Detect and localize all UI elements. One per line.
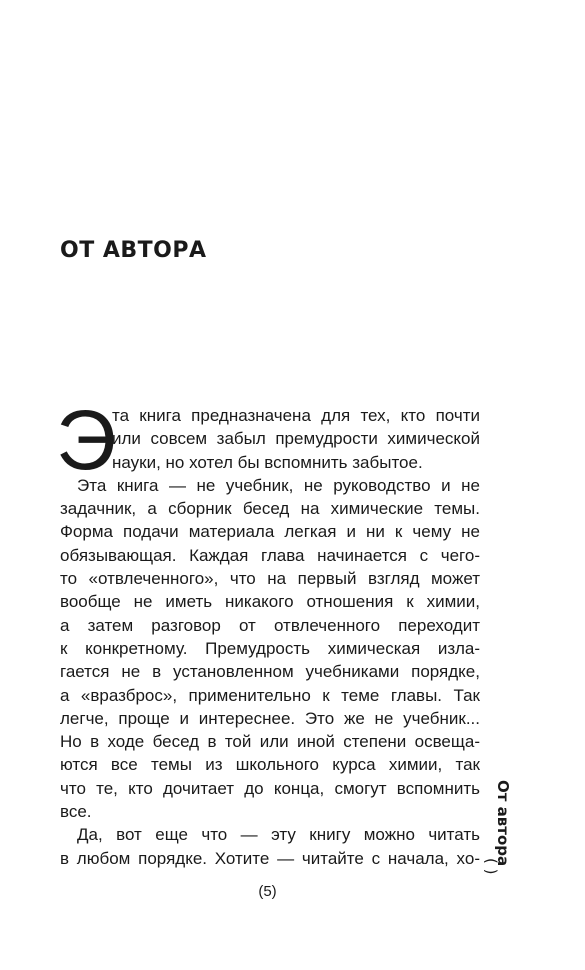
text-line: все.: [60, 802, 92, 822]
text-line: а затем разговор от отвлеченного переходит: [60, 615, 480, 635]
text-line: Эта книга — не учебник, не руководство и не: [77, 475, 480, 495]
text-line: вообще не иметь никакого отношения к химии,: [60, 592, 480, 612]
text-line: к конкретному. Премудрость химическая изла-: [60, 638, 480, 658]
page-number: (5): [258, 883, 277, 900]
text-line: то «отвлеченного», что на первый взгляд может: [60, 569, 480, 589]
text-line: та книга предназначена для тех, кто почти: [112, 406, 480, 425]
text-line: или совсем забыл премудрости химической: [112, 429, 480, 449]
text-line: легче, проще и интереснее. Это же не учебник...: [60, 708, 480, 728]
running-head: От автора: [494, 780, 512, 867]
text-line: науки, но хотел бы вспомнить забытое.: [112, 452, 423, 472]
text-line: а «вразброс», применительно к теме главы. Так: [60, 685, 480, 705]
text-line: что те, кто дочитает до конца, смогут вспомнить: [60, 778, 480, 798]
text-line: Да, вот еще что — эту книгу можно читать: [77, 825, 480, 845]
text-line: в любом порядке. Хотите — читайте с начала, хо-: [60, 848, 480, 868]
body-text: [60, 404, 480, 870]
text-line: Форма подачи материала легкая и ни к чему не: [60, 522, 480, 542]
chapter-title: ОТ АВТОРА: [60, 238, 207, 263]
text-line: Но в ходе бесед в той или иной степени освеща-: [60, 732, 480, 752]
drop-cap-letter: Э: [56, 393, 117, 487]
text-line: ются все темы из школьного курса химии, так: [60, 755, 480, 775]
text-line: гается не в установленном учебниками порядке,: [60, 662, 480, 682]
text-line: обязывающая. Каждая глава начинается с чего-: [60, 545, 480, 565]
text-line: задачник, а сборник бесед на химические темы.: [60, 499, 480, 519]
running-head-mark: ( ): [482, 858, 500, 875]
